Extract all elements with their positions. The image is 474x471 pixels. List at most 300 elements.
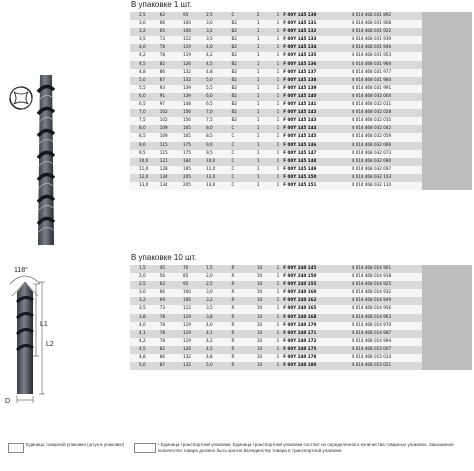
spacer-cell — [422, 289, 472, 297]
table-row — [130, 346, 472, 354]
cell-type: R — [231, 322, 256, 330]
cell-pack-qty: 1 — [257, 85, 277, 93]
cell-l1: 97 — [160, 101, 183, 109]
cell-l2: 132 — [183, 354, 206, 362]
cell-article-number: F 00Y 145 133 — [283, 36, 351, 44]
cell-d-nom: 9,0 — [206, 142, 231, 150]
cell-type: B2 — [231, 61, 256, 69]
cell-d-nom: 8,5 — [206, 133, 231, 141]
cell-l2: 132 — [183, 69, 206, 77]
cell-diameter: 7,5 — [130, 117, 160, 125]
cell-ean-code: 4 014 468 014 987 — [352, 330, 423, 338]
cell-l1: 65 — [160, 28, 183, 36]
table-row — [130, 109, 472, 117]
cell-l2: 126 — [183, 61, 206, 69]
table-row — [130, 133, 472, 141]
cell-l1: 134 — [160, 174, 183, 182]
cell-ean-code: 4 014 468 031 922 — [352, 28, 423, 36]
spacer-cell — [422, 158, 472, 166]
cell-box-qty: 1 — [277, 354, 284, 362]
cell-diameter: 6,5 — [130, 101, 160, 109]
cell-pack-qty: 1 — [257, 182, 277, 190]
table-row — [130, 125, 472, 133]
cell-l2: 205 — [183, 182, 206, 190]
cell-ean-code: 4 014 468 031 960 — [352, 61, 423, 69]
cell-box-qty: 1 — [277, 322, 284, 330]
cell-d-nom: 4,8 — [206, 69, 231, 77]
table-row — [130, 305, 472, 313]
cell-type: B2 — [231, 28, 256, 36]
cell-d-nom: 4,2 — [206, 338, 231, 346]
cell-l2: 106 — [183, 28, 206, 36]
spacer-cell — [422, 85, 472, 93]
cell-ean-code: 4 014 468 014 901 — [352, 265, 423, 273]
cell-diameter: 3,2 — [130, 28, 160, 36]
cell-diameter: 10,0 — [130, 158, 160, 166]
cell-l2: 132 — [183, 362, 206, 370]
table-row — [130, 12, 472, 20]
spacer-cell — [422, 36, 472, 44]
cell-type: C — [231, 150, 256, 158]
cell-diameter: 3,2 — [130, 297, 160, 305]
cell-type: B2 — [231, 52, 256, 60]
cell-type: B2 — [231, 69, 256, 77]
cell-type: R — [231, 330, 256, 338]
cell-ean-code: 4 014 468 032 110 — [352, 182, 423, 190]
cell-l1: 134 — [160, 182, 183, 190]
cell-diameter: 3,5 — [130, 36, 160, 44]
cell-l2: 205 — [183, 174, 206, 182]
cell-diameter: 12,0 — [130, 174, 160, 182]
cell-d-nom: 3,5 — [206, 36, 231, 44]
cell-box-qty: 1 — [277, 69, 284, 77]
cell-d-nom: 2,5 — [206, 281, 231, 289]
cell-d-nom: 7,5 — [206, 117, 231, 125]
cell-diameter: 4,5 — [130, 61, 160, 69]
cell-d-nom: 3,2 — [206, 297, 231, 305]
cell-pack-qty: 2 — [257, 12, 277, 20]
cell-pack-qty: 10 — [257, 305, 277, 313]
cell-l2: 139 — [183, 85, 206, 93]
cell-pack-qty: 10 — [257, 346, 277, 354]
unit-pack-text: Единица товарной упаковки (штук в упаковке) — [26, 442, 125, 447]
cell-type: C — [231, 125, 256, 133]
cell-diameter: 9,0 — [130, 142, 160, 150]
cell-article-number: F 00Y 145 139 — [283, 85, 351, 93]
table-row — [130, 150, 472, 158]
cell-d-nom: 3,5 — [206, 305, 231, 313]
cell-l1: 128 — [160, 166, 183, 174]
section1-title: В упаковке 1 шт. — [131, 0, 192, 9]
cell-diameter: 5,0 — [130, 362, 160, 370]
cell-article-number: F 00Y 145 142 — [283, 109, 351, 117]
cell-l2: 112 — [183, 305, 206, 313]
cell-l2: 195 — [183, 166, 206, 174]
cell-l2: 95 — [183, 281, 206, 289]
cell-l2: 156 — [183, 117, 206, 125]
cell-pack-qty: 10 — [257, 297, 277, 305]
cell-type: R — [231, 281, 256, 289]
cell-pack-qty: 10 — [257, 314, 277, 322]
cell-d-nom: 1,5 — [206, 265, 231, 273]
cell-ean-code: 4 014 468 031 908 — [352, 20, 423, 28]
cell-ean-code: 4 014 468 032 004 — [352, 93, 423, 101]
spacer-cell — [422, 273, 472, 281]
cell-l1: 78 — [160, 52, 183, 60]
cell-box-qty: 1 — [277, 125, 284, 133]
cell-ean-code: 4 014 468 031 984 — [352, 77, 423, 85]
cell-box-qty: 1 — [277, 133, 284, 141]
cell-ean-code: 4 014 468 032 042 — [352, 125, 423, 133]
cell-type: R — [231, 314, 256, 322]
cell-pack-qty: 1 — [257, 174, 277, 182]
cell-pack-qty: 1 — [257, 52, 277, 60]
spacer-cell — [422, 69, 472, 77]
cell-l2: 70 — [183, 265, 206, 273]
cell-pack-qty: 10 — [257, 289, 277, 297]
cell-box-qty: 1 — [277, 117, 284, 125]
cell-diameter: 6,0 — [130, 93, 160, 101]
cell-diameter: 4,1 — [130, 330, 160, 338]
spacer-cell — [422, 265, 472, 273]
cell-diameter: 8,5 — [130, 133, 160, 141]
cell-d-nom: 4,8 — [206, 354, 231, 362]
spacer-cell — [422, 362, 472, 370]
cell-d-nom: 4,0 — [206, 322, 231, 330]
cell-box-qty: 1 — [277, 36, 284, 44]
cell-l2: 112 — [183, 36, 206, 44]
cell-l1: 66 — [160, 20, 183, 28]
cell-type: C — [231, 166, 256, 174]
cell-pack-qty: 1 — [257, 101, 277, 109]
cell-box-qty: 1 — [277, 109, 284, 117]
cell-article-number: F 00Y 240 150 — [283, 273, 351, 281]
cell-type: R — [231, 354, 256, 362]
cell-article-number: F 00Y 240 180 — [283, 362, 351, 370]
cell-l1: 82 — [160, 346, 183, 354]
cell-box-qty: 1 — [277, 305, 284, 313]
drill-dimension-drawing — [10, 276, 45, 403]
cell-diameter: 5,5 — [130, 85, 160, 93]
cell-d-nom: 12,0 — [206, 174, 231, 182]
cell-diameter: 8,0 — [130, 125, 160, 133]
cell-l2: 126 — [183, 346, 206, 354]
cell-pack-qty: 10 — [257, 330, 277, 338]
cell-pack-qty: 1 — [257, 36, 277, 44]
cell-article-number: F 00Y 240 168 — [283, 314, 351, 322]
cell-d-nom: 7,0 — [206, 109, 231, 117]
spacer-cell — [422, 12, 472, 20]
cell-article-number: F 00Y 145 146 — [283, 142, 351, 150]
cell-type: R — [231, 265, 256, 273]
drill-bit-diagram — [0, 70, 125, 415]
cell-l1: 78 — [160, 322, 183, 330]
cell-type: C — [231, 174, 256, 182]
cell-article-number: F 00Y 145 134 — [283, 44, 351, 52]
cell-l1: 102 — [160, 117, 183, 125]
cell-article-number: F 00Y 145 130 — [283, 12, 351, 20]
cell-box-qty: 1 — [277, 273, 284, 281]
cell-l1: 78 — [160, 44, 183, 52]
cell-l1: 62 — [160, 12, 183, 20]
cell-box-qty: 1 — [277, 77, 284, 85]
cell-l2: 95 — [183, 12, 206, 20]
spacer-cell — [422, 174, 472, 182]
spacer-cell — [422, 166, 472, 174]
cell-article-number: F 00Y 145 140 — [283, 93, 351, 101]
pack1-table — [130, 12, 472, 190]
cell-diameter: 3,0 — [130, 289, 160, 297]
cell-pack-qty: 10 — [257, 354, 277, 362]
cell-article-number: F 00Y 145 138 — [283, 77, 351, 85]
cell-pack-qty: 1 — [257, 20, 277, 28]
cell-type: R — [231, 305, 256, 313]
cell-box-qty: 1 — [277, 158, 284, 166]
cell-box-qty: 1 — [277, 297, 284, 305]
cell-d-nom: 3,0 — [206, 20, 231, 28]
cell-ean-code: 4 014 468 032 066 — [352, 142, 423, 150]
table-row — [130, 297, 472, 305]
cell-box-qty: 1 — [277, 362, 284, 370]
cell-pack-qty: 1 — [257, 44, 277, 52]
cell-diameter: 13,0 — [130, 182, 160, 190]
cell-pack-qty: 1 — [257, 142, 277, 150]
cell-box-qty: 1 — [277, 314, 284, 322]
cell-d-nom: 6,0 — [206, 93, 231, 101]
cell-l2: 119 — [183, 322, 206, 330]
cell-l1: 78 — [160, 338, 183, 346]
cell-l1: 78 — [160, 314, 183, 322]
cell-l2: 119 — [183, 52, 206, 60]
cell-l2: 184 — [183, 158, 206, 166]
cell-type: R — [231, 297, 256, 305]
cell-type: C — [231, 182, 256, 190]
cell-ean-code: 4 014 468 014 925 — [352, 281, 423, 289]
cell-diameter: 4,2 — [130, 338, 160, 346]
table-row — [130, 158, 472, 166]
table-row — [130, 338, 472, 346]
cell-box-qty: 1 — [277, 61, 284, 69]
cell-box-qty: 1 — [277, 101, 284, 109]
cell-d-nom: 9,5 — [206, 150, 231, 158]
cell-type: B2 — [231, 101, 256, 109]
cell-diameter: 4,0 — [130, 44, 160, 52]
cell-ean-code: 4 014 468 014 970 — [352, 322, 423, 330]
unit-pack-icon — [8, 443, 24, 453]
cell-l2: 132 — [183, 77, 206, 85]
spacer-cell — [422, 133, 472, 141]
cell-pack-qty: 1 — [257, 133, 277, 141]
cell-diameter: 3,0 — [130, 20, 160, 28]
cell-type: B2 — [231, 93, 256, 101]
cell-ean-code: 4 014 468 031 953 — [352, 52, 423, 60]
cell-l1: 45 — [160, 265, 183, 273]
cell-l2: 139 — [183, 93, 206, 101]
cell-d-nom: 5,0 — [206, 77, 231, 85]
spacer-cell — [422, 322, 472, 330]
table-row — [130, 354, 472, 362]
spacer-cell — [422, 117, 472, 125]
cell-l2: 165 — [183, 125, 206, 133]
cell-l1: 56 — [160, 273, 183, 281]
cell-pack-qty: 1 — [257, 109, 277, 117]
cell-type: B2 — [231, 36, 256, 44]
cell-ean-code: 4 014 468 031 977 — [352, 69, 423, 77]
cell-l1: 87 — [160, 362, 183, 370]
spacer-cell — [422, 52, 472, 60]
cell-box-qty: 1 — [277, 174, 284, 182]
table-row — [130, 174, 472, 182]
spacer-cell — [422, 297, 472, 305]
table-row — [130, 273, 472, 281]
cell-diameter: 4,0 — [130, 322, 160, 330]
cell-type: R — [231, 346, 256, 354]
cell-d-nom: 2,0 — [206, 273, 231, 281]
cell-diameter: 5,0 — [130, 77, 160, 85]
cell-l1: 102 — [160, 109, 183, 117]
cell-d-nom: 8,0 — [206, 125, 231, 133]
spacer-cell — [422, 182, 472, 190]
cell-l2: 106 — [183, 297, 206, 305]
cell-l2: 156 — [183, 109, 206, 117]
cell-ean-code: 4 014 468 031 939 — [352, 36, 423, 44]
cell-d-nom: 11,0 — [206, 166, 231, 174]
cell-l1: 121 — [160, 158, 183, 166]
spacer-cell — [422, 305, 472, 313]
cell-ean-code: 4 014 468 031 892 — [352, 12, 423, 20]
cell-ean-code: 4 014 468 014 956 — [352, 305, 423, 313]
cell-ean-code: 4 014 468 032 103 — [352, 174, 423, 182]
table-row — [130, 28, 472, 36]
cell-diameter: 2,5 — [130, 12, 160, 20]
spacer-cell — [422, 101, 472, 109]
cell-box-qty: 1 — [277, 182, 284, 190]
cell-box-qty: 1 — [277, 20, 284, 28]
spacer-cell — [422, 346, 472, 354]
cell-type: B2 — [231, 117, 256, 125]
cell-diameter: 4,8 — [130, 354, 160, 362]
cell-ean-code: 4 014 468 015 007 — [352, 346, 423, 354]
cell-d-nom: 3,8 — [206, 314, 231, 322]
table-row — [130, 52, 472, 60]
cell-d-nom: 4,0 — [206, 44, 231, 52]
cell-l2: 165 — [183, 133, 206, 141]
cell-l1: 73 — [160, 36, 183, 44]
cell-diameter: 2,5 — [130, 281, 160, 289]
cell-pack-qty: 10 — [257, 281, 277, 289]
cell-ean-code: 4 014 468 031 991 — [352, 85, 423, 93]
cell-l1: 109 — [160, 125, 183, 133]
cell-d-nom: 3,2 — [206, 28, 231, 36]
table-row — [130, 85, 472, 93]
spacer-cell — [422, 61, 472, 69]
cell-article-number: F 00Y 145 132 — [283, 28, 351, 36]
spacer-cell — [422, 44, 472, 52]
cell-pack-qty: 1 — [257, 150, 277, 158]
cell-article-number: F 00Y 145 143 — [283, 117, 351, 125]
spacer-cell — [422, 77, 472, 85]
cell-box-qty: 1 — [277, 93, 284, 101]
cell-article-number: F 00Y 240 175 — [283, 346, 351, 354]
cell-d-nom: 10,0 — [206, 158, 231, 166]
cell-d-nom: 5,0 — [206, 362, 231, 370]
cell-box-qty: 1 — [277, 330, 284, 338]
table-row — [130, 289, 472, 297]
cell-l2: 148 — [183, 101, 206, 109]
cell-l2: 119 — [183, 338, 206, 346]
cell-d-nom: 4,5 — [206, 346, 231, 354]
spacer-cell — [422, 150, 472, 158]
spacer-cell — [422, 338, 472, 346]
cell-d-nom: 4,2 — [206, 52, 231, 60]
cell-article-number: F 00Y 145 131 — [283, 20, 351, 28]
cell-l2: 100 — [183, 289, 206, 297]
section2-title: В упаковке 10 шт. — [131, 253, 197, 262]
cell-diameter: 11,0 — [130, 166, 160, 174]
cell-l1: 87 — [160, 77, 183, 85]
cell-diameter: 7,0 — [130, 109, 160, 117]
cell-type: R — [231, 273, 256, 281]
cell-diameter: 4,8 — [130, 69, 160, 77]
cell-diameter: 3,8 — [130, 314, 160, 322]
cell-type: B2 — [231, 20, 256, 28]
cell-article-number: F 00Y 145 149 — [283, 166, 351, 174]
table-row — [130, 314, 472, 322]
cell-pack-qty: 10 — [257, 265, 277, 273]
cell-pack-qty: 1 — [257, 158, 277, 166]
cell-l2: 119 — [183, 44, 206, 52]
cell-box-qty: 1 — [277, 52, 284, 60]
cell-diameter: 4,5 — [130, 346, 160, 354]
cell-article-number: F 00Y 240 172 — [283, 338, 351, 346]
cell-type: R — [231, 289, 256, 297]
cell-box-qty: 1 — [277, 85, 284, 93]
cell-type: C — [231, 158, 256, 166]
cell-l1: 86 — [160, 69, 183, 77]
cell-box-qty: 1 — [277, 289, 284, 297]
cell-box-qty: 1 — [277, 346, 284, 354]
cell-article-number: F 00Y 240 145 — [283, 265, 351, 273]
spacer-cell — [422, 142, 472, 150]
cell-pack-qty: 1 — [257, 69, 277, 77]
cell-type: C — [231, 133, 256, 141]
spacer-cell — [422, 28, 472, 36]
cell-l2: 119 — [183, 330, 206, 338]
table-row — [130, 281, 472, 289]
cell-ean-code: 4 014 468 032 011 — [352, 101, 423, 109]
table-row — [130, 142, 472, 150]
table-row — [130, 322, 472, 330]
cell-ean-code: 4 014 468 014 918 — [352, 273, 423, 281]
cell-l2: 175 — [183, 142, 206, 150]
cell-type: C — [231, 142, 256, 150]
l1-label: L1 — [40, 321, 48, 328]
cell-pack-qty: 1 — [257, 77, 277, 85]
transport-pack-note: ¹ Единица транспортной упаковки: Единица транспортной упаковки состоит из определенного количества товарных упаковок. Заказанное количество товара должно быть кратно Всеединству товара в транспортной упаковке. — [158, 442, 454, 453]
cell-box-qty: 1 — [277, 28, 284, 36]
cell-l1: 62 — [160, 281, 183, 289]
cell-article-number: F 00Y 145 147 — [283, 150, 351, 158]
table-row — [130, 101, 472, 109]
cell-article-number: F 00Y 240 165 — [283, 305, 351, 313]
cell-l1: 115 — [160, 150, 183, 158]
cell-ean-code: 4 014 468 015 021 — [352, 362, 423, 370]
cell-l1: 69 — [160, 297, 183, 305]
footer — [0, 440, 474, 471]
cell-type: B2 — [231, 85, 256, 93]
cell-pack-qty: 10 — [257, 338, 277, 346]
spacer-cell — [422, 314, 472, 322]
